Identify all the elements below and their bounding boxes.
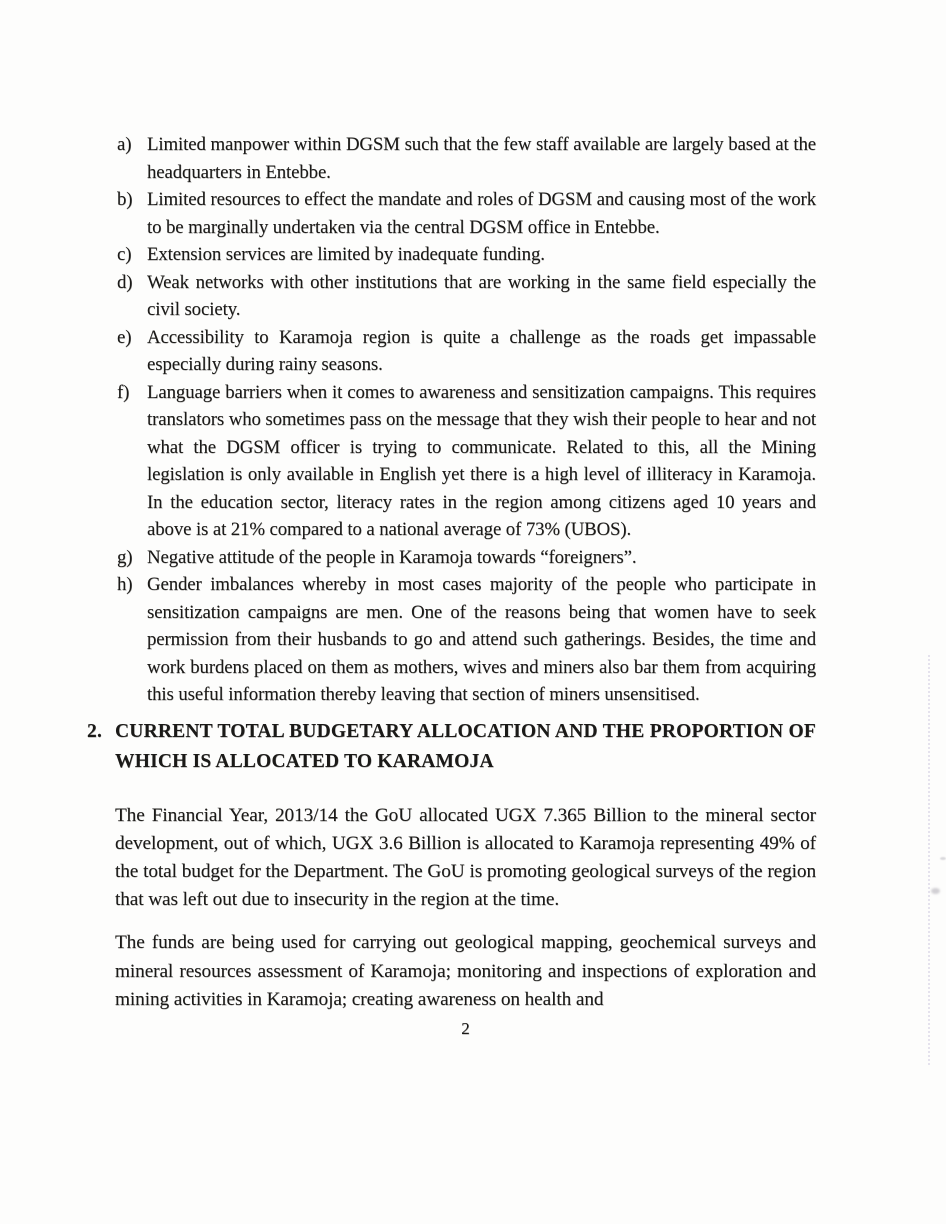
body-paragraph: The funds are being used for carrying out geological mapping, geochemical surveys and mineral resources assessment of Karamoja; monitoring and inspections of exploration and mining activities in Karamoja; creating awareness on health and xyxy=(115,932,816,1010)
scan-artifact-dotted-line xyxy=(928,655,930,1065)
scan-artifact-speck xyxy=(940,857,946,860)
list-item-letter: e) xyxy=(117,326,132,348)
list-item-text: Accessibility to Karamoja region is quite a challenge as the roads get impassable especially during rainy seasons. xyxy=(147,326,816,375)
list-item xyxy=(115,269,816,324)
list-item-text: Weak networks with other institutions that are working in the same field especially the civil society. xyxy=(147,271,816,320)
section-heading-line-1: CURRENT TOTAL BUDGETARY ALLOCATION AND THE PROPORTION OF xyxy=(115,720,816,742)
list-item xyxy=(115,241,816,269)
list-item-text: Limited manpower within DGSM such that the few staff available are largely based at the headquarters in Entebbe. xyxy=(147,134,816,183)
section-heading-line-2: WHICH IS ALLOCATED TO KARAMOJA xyxy=(115,751,494,772)
page-content xyxy=(87,131,816,1039)
section-number: 2. xyxy=(87,720,103,742)
constraints-list xyxy=(115,131,816,709)
list-item-text: Extension services are limited by inadequate funding. xyxy=(147,244,545,265)
list-item-letter: f) xyxy=(117,381,130,403)
list-item xyxy=(115,379,816,544)
list-item-letter: h) xyxy=(117,574,133,595)
list-item-text: Language barriers when it comes to awareness and sensitization campaigns. This requires translators who sometimes pass on the message that they wish their people to hear and not what the DGSM officer is trying to communicate. Related to this, all the Mining legislation is only available in English yet there is a high level of illiteracy in Karamoja. In the education sector, literacy rates in the region among citizens aged 10 years and above is at 21% compared to a national average of 73% (UBOS). xyxy=(147,381,816,540)
list-item-letter: a) xyxy=(117,134,132,155)
body-paragraph: The Financial Year, 2013/14 the GoU allocated UGX 7.365 Billion to the mineral sector development, out of which, UGX 3.6 Billion is allocated to Karamoja representing 49% of the total budget for the Department. The GoU is promoting geological surveys of the region that was left out due to insecurity in the region at the time. xyxy=(115,804,816,911)
list-item-text: Limited resources to effect the mandate and roles of DGSM and causing most of the work to be marginally undertaken via the central DGSM office in Entebbe. xyxy=(147,189,816,238)
list-item-letter: b) xyxy=(117,189,133,210)
section-heading xyxy=(87,717,816,778)
list-item xyxy=(115,186,816,241)
list-item-letter: d) xyxy=(117,271,133,293)
list-item-letter: c) xyxy=(117,244,132,265)
list-item-letter: g) xyxy=(117,546,133,568)
list-item xyxy=(115,571,816,709)
list-item xyxy=(115,131,816,186)
list-item-text: Negative attitude of the people in Karamoja towards “foreigners”. xyxy=(147,546,637,568)
page-number: 2 xyxy=(461,1018,470,1038)
list-item-text: Gender imbalances whereby in most cases majority of the people who participate in sensitization campaigns are men. One of the reasons being that women have to seek permission from their husbands to go and attend such gatherings. Besides, the time and work burdens placed on them as mothers, wives and miners also bar them from acquiring this useful information thereby leaving that section of miners unsensitised. xyxy=(147,574,816,705)
list-item xyxy=(115,324,816,379)
list-item xyxy=(115,544,816,572)
scan-artifact-speck xyxy=(931,888,940,894)
